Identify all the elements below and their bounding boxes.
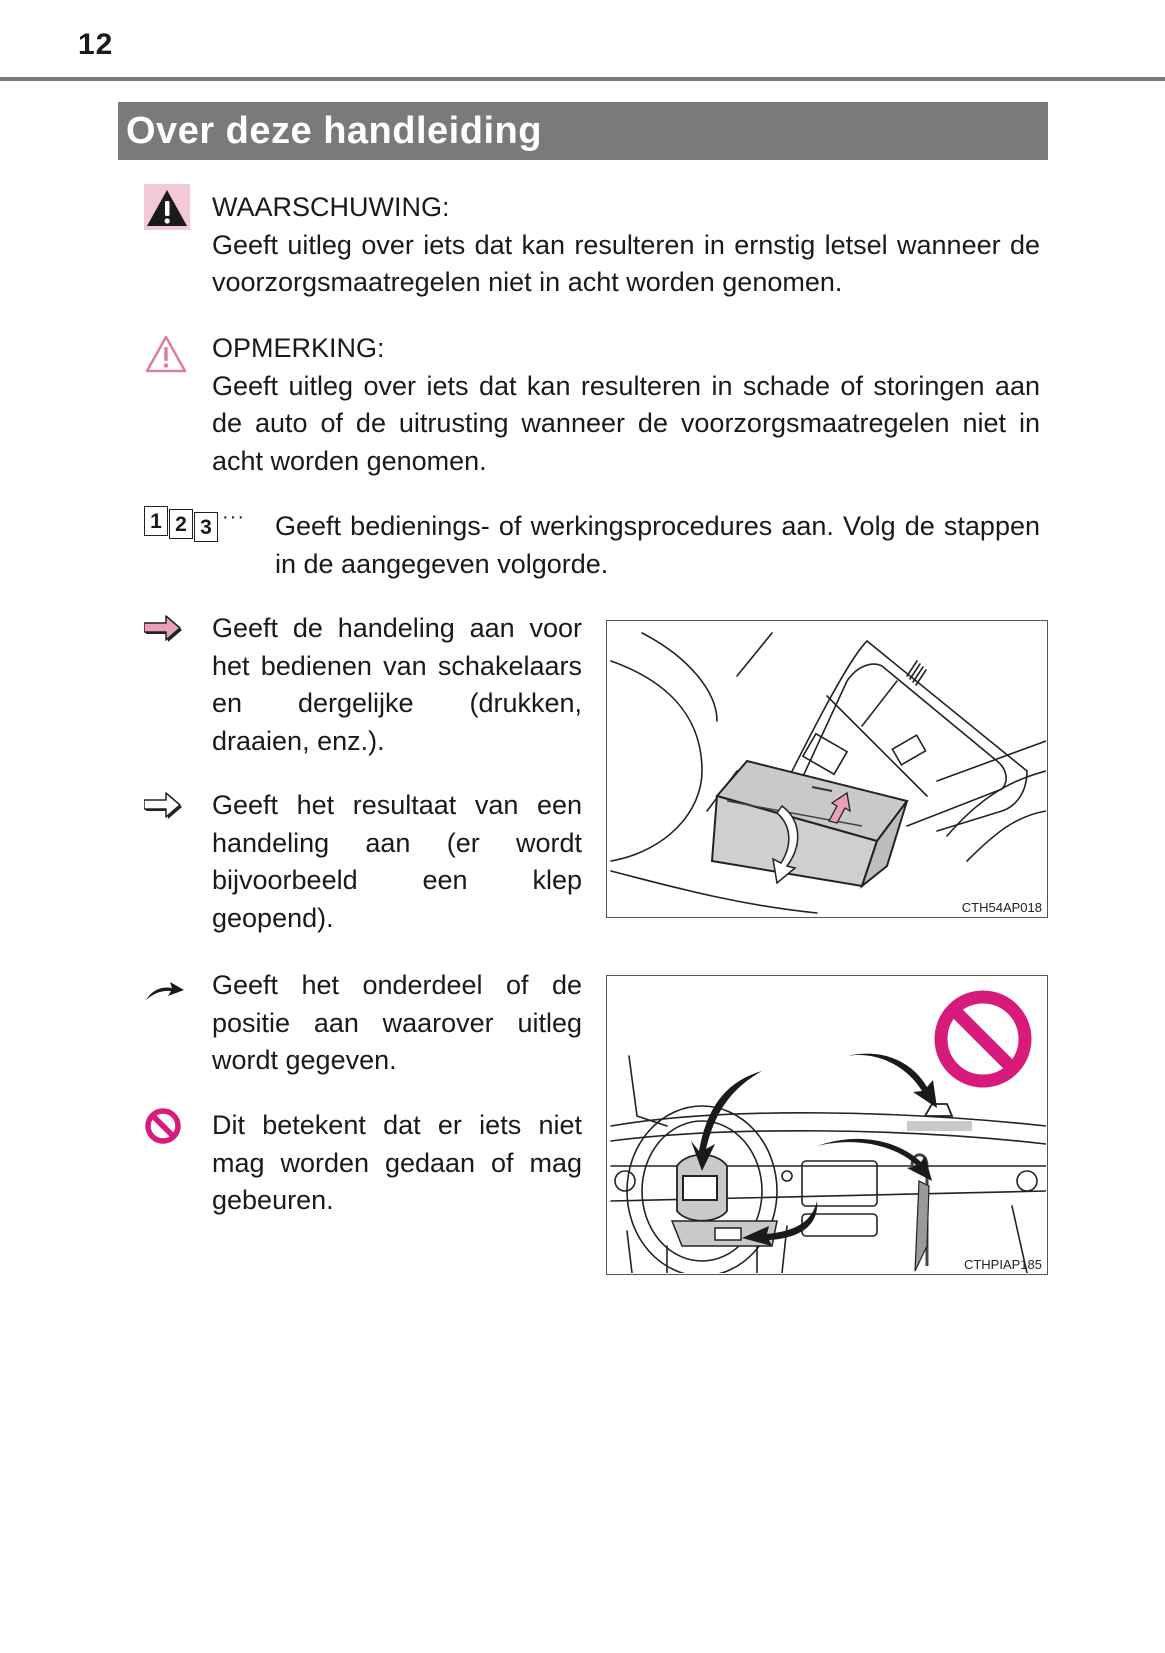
operation-entry bbox=[212, 610, 582, 760]
operation-text: Geeft de handeling aan voor het bedienen van schakelaars en dergelijke (drukken, draaien, enz.). bbox=[212, 613, 582, 756]
figure-dashboard bbox=[606, 975, 1048, 1275]
caution-label: OPMERKING: bbox=[212, 333, 385, 363]
overhead-console-illustration bbox=[607, 621, 1046, 916]
steps-text: Geeft bedienings- of werkingsprocedures aan. Volg de stappen in de aangegeven volgorde. bbox=[275, 511, 1040, 579]
dashboard-illustration bbox=[607, 976, 1046, 1273]
pink-arrow-icon bbox=[144, 614, 186, 648]
page-number: 12 bbox=[78, 28, 114, 61]
warning-text: Geeft uitleg over iets dat kan resulteren in ernstig letsel wanneer de voorzorgsmaatregelen niet in acht worden genomen. bbox=[212, 229, 1040, 297]
prohibited-entry bbox=[212, 1107, 582, 1220]
section-title: Over deze handleiding bbox=[118, 102, 1048, 160]
prohibited-text: Dit betekent dat er iets niet mag worden gedaan of mag gebeuren. bbox=[212, 1110, 582, 1215]
top-rule bbox=[0, 77, 1165, 81]
pointer-arrow-icon bbox=[144, 978, 186, 1002]
figure-2-caption: CTHPIAP185 bbox=[963, 1257, 1042, 1272]
warning-icon bbox=[144, 184, 190, 230]
caution-text: Geeft uitleg over iets dat kan resulteren in schade of storingen aan de auto of de uitrusting wanneer de voorzorgsmaatregelen niet in acht worden genomen. bbox=[212, 370, 1040, 476]
outline-arrow-icon bbox=[144, 791, 186, 825]
step-2-box: 2 bbox=[169, 509, 193, 539]
steps-ellipsis: ··· bbox=[222, 506, 245, 528]
prohibited-icon bbox=[144, 1107, 182, 1145]
step-numbers-icon bbox=[144, 506, 254, 546]
figure-overhead-console bbox=[606, 620, 1048, 918]
step-3-box: 3 bbox=[194, 512, 218, 542]
pointer-text: Geeft het onderdeel of de positie aan waarover uitleg wordt gegeven. bbox=[212, 970, 582, 1075]
step-1-box: 1 bbox=[144, 506, 168, 536]
pointer-entry bbox=[212, 967, 582, 1080]
warning-entry bbox=[212, 189, 1040, 302]
result-entry bbox=[212, 787, 582, 937]
caution-icon bbox=[144, 334, 188, 374]
result-text: Geeft het resultaat van een handeling aan (er wordt bijvoorbeeld een klep geopend). bbox=[212, 790, 582, 933]
figure-1-caption: CTH54AP018 bbox=[961, 900, 1042, 915]
warning-label: WAARSCHUWING: bbox=[212, 192, 450, 222]
caution-entry bbox=[212, 330, 1040, 480]
steps-entry bbox=[275, 508, 1040, 583]
